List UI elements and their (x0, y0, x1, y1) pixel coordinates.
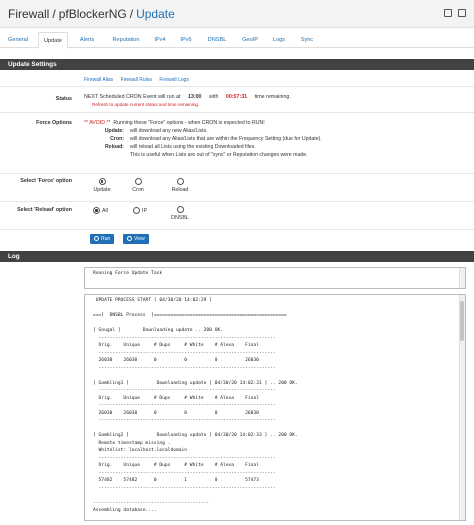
log-line: 57482 57482 0 1 0 57473 (93, 478, 259, 483)
radio-update[interactable]: Update (92, 178, 112, 193)
tab-reputation[interactable]: Reputation (112, 37, 140, 43)
log-line: ---------------------------------------------------------------- (93, 335, 276, 341)
log-line: Remote timestamp missing . (93, 440, 171, 446)
radio-reload[interactable]: Reload (168, 178, 192, 193)
radio-cron-dot[interactable] (135, 178, 142, 185)
log-line: Orig. Unique # Dups # White # Alexa Final (93, 395, 259, 401)
log-line: ---------------------------------------------------------------- (93, 418, 276, 423)
breadcrumb-separator: / (129, 7, 134, 21)
help-icon[interactable] (458, 9, 466, 17)
tab-general[interactable]: General (8, 37, 28, 43)
log-line: [ Gambling2 ] Downloading update [ 04/30/20 14:02:33 ] .. 200 OK. (93, 433, 298, 438)
select-force-row (0, 174, 474, 202)
reload-desc: will reload all Lists using the existing Downloaded files. (130, 144, 256, 150)
log-line: ---------------------------------------------------------------- (93, 485, 276, 491)
page-header (0, 0, 474, 28)
task-output-box[interactable] (84, 267, 466, 289)
radio-cron[interactable]: Cron (128, 178, 148, 193)
log-line: UPDATE PROCESS START [ 04/30/20 14:02:29 ] (93, 298, 212, 303)
status-text: NEXT Scheduled CRON Event will run at 13:00 with 00:57:31 time remaining. (84, 94, 291, 100)
view-icon (127, 236, 132, 241)
log-line: [ Gambling1 ] Downloading update [ 04/30/20 14:02:31 ] .. 200 OK. (93, 380, 298, 386)
tab-ipv6[interactable]: IPv6 (180, 37, 192, 43)
log-line: 26030 26030 0 0 0 26030 (93, 410, 259, 416)
radio-all-dot[interactable] (93, 207, 100, 214)
tab-update[interactable]: Update (38, 32, 68, 49)
log-line: ---------------------------------------------------------------- (93, 455, 276, 461)
log-line: [ Gougal ] Downloading update .. 200 OK. (93, 328, 223, 333)
tab-logs[interactable]: Logs (272, 37, 286, 43)
log-line: ---------------------------------------------------------------- (93, 350, 276, 356)
radio-dnsbl[interactable]: DNSBL (170, 206, 190, 221)
radio-dnsbl-dot[interactable] (177, 206, 184, 213)
cron-time: 13:00 (187, 94, 202, 100)
log-line: ---------------------------------------------------------------- (93, 403, 276, 408)
log-line: ===[ DNSBL Process ]================================================ (93, 313, 287, 318)
update-log-box[interactable] (84, 294, 466, 521)
breadcrumb-separator: / (52, 7, 56, 21)
radio-all[interactable]: All (93, 207, 108, 214)
breadcrumb-update[interactable]: Update (136, 7, 175, 21)
refresh-icon (94, 236, 99, 241)
link-firewall-logs[interactable]: Firewall Logs (159, 77, 189, 83)
update-desc: will download any new Alias/Lists. (130, 128, 208, 134)
reload-key: Reload: (104, 144, 124, 150)
select-force-label: Select 'Force' option (20, 178, 72, 184)
breadcrumb-firewall[interactable]: Firewall (8, 7, 50, 21)
quick-links (84, 77, 195, 83)
log-line: Assembling database.... (93, 508, 157, 513)
task-line: Running Force Update Task (93, 271, 163, 276)
radio-update-dot[interactable] (99, 178, 106, 185)
link-firewall-alias[interactable]: Firewall Alias (84, 77, 114, 83)
breadcrumb-pfblockerng[interactable]: pfBlockerNG (58, 7, 127, 21)
log-scrollbar[interactable] (459, 295, 465, 520)
link-firewall-rules[interactable]: Firewall Rules (120, 77, 152, 83)
tab-dnsbl[interactable]: DNSBL (207, 37, 227, 43)
avoid-warning: ** AVOID ** (84, 120, 111, 126)
cron-key: Cron: (110, 136, 124, 142)
radio-ip[interactable]: IP (133, 207, 147, 214)
tab-alerts[interactable]: Alerts (79, 37, 95, 43)
select-reload-label: Select 'Reload' option (17, 207, 72, 213)
log-line: Orig. Unique # Dups # White # Alexa Final (93, 463, 259, 468)
update-settings-header: Update Settings (0, 59, 474, 70)
run-button[interactable]: Run (90, 234, 114, 244)
sync-note: This is useful when Lists are out of "sync" or Reputation changes were made. (130, 152, 308, 158)
tab-geoip[interactable]: GeoIP (242, 37, 258, 43)
log-line: Orig. Unique # Dups # White # Alexa Final (93, 343, 259, 348)
cron-desc: will download any Alias/Lists that are within the Frequency Setting (due for Update). (130, 136, 322, 142)
task-scrollbar[interactable] (459, 268, 465, 288)
remaining-time: 00:57:31 (225, 94, 248, 100)
force-intro: ** AVOID ** Running these "Force" options - when CRON is expected to RUN! (84, 120, 265, 126)
tab-ipv4[interactable]: IPv4 (154, 37, 166, 43)
view-button[interactable]: View (123, 234, 149, 244)
log-line: ---------------------------------------------------------------- (93, 388, 276, 393)
radio-ip-dot[interactable] (133, 207, 140, 214)
force-options-label: Force Options (36, 120, 72, 126)
log-line: Whitelist: localhost.localdomain (93, 448, 188, 453)
breadcrumb (8, 7, 175, 21)
header-icons (438, 9, 466, 19)
tab-bar (0, 32, 474, 48)
select-reload-row (0, 202, 474, 230)
log-line: ---------------------------------------------------------------- (93, 470, 276, 476)
log-line: ------------------------------------------ (93, 500, 210, 506)
log-header: Log (0, 251, 474, 262)
log-scroll-thumb[interactable] (460, 301, 464, 341)
refresh-note: Refresh to update current status and time remaining. (92, 102, 200, 107)
log-line: 26030 26030 0 0 0 26030 (93, 358, 259, 363)
update-key: Update: (104, 128, 124, 134)
log-line: ---------------------------------------------------------------- (93, 365, 276, 371)
tab-sync[interactable]: Sync (300, 37, 314, 43)
status-label: Status (55, 96, 72, 102)
radio-reload-dot[interactable] (177, 178, 184, 185)
settings-icon[interactable] (444, 9, 452, 17)
